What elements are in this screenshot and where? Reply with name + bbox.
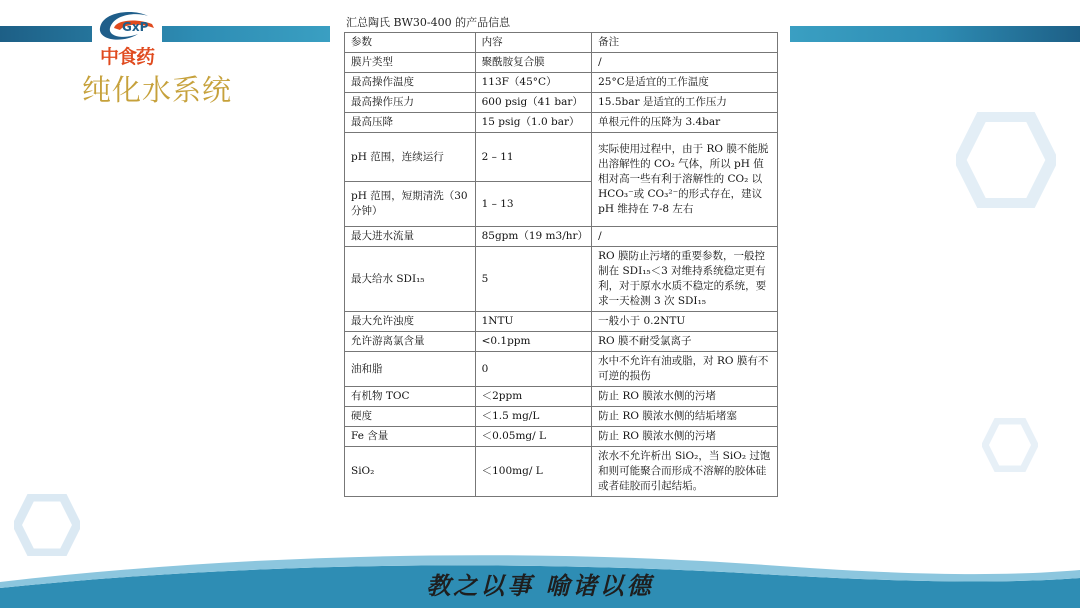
- table-row: [345, 247, 778, 312]
- table-cell: 防止 RO 膜浓水侧的污堵: [592, 427, 778, 447]
- product-spec-table: [344, 32, 778, 497]
- table-cell: 600 psig（41 bar）: [475, 93, 592, 113]
- table-row: [345, 352, 778, 387]
- table-cell: ＜100mg/ L: [475, 447, 592, 497]
- table-cell: 一般小于 0.2NTU: [592, 312, 778, 332]
- table-header-row: [345, 33, 778, 53]
- slide-motto: 教之以事 喻诸以德: [426, 571, 654, 600]
- table-cell: 2 – 11: [475, 133, 592, 182]
- table-caption: 汇总陶氏 BW30-400 的产品信息: [346, 16, 511, 29]
- table-cell: 113F（45°C）: [475, 73, 592, 93]
- table-cell: 1NTU: [475, 312, 592, 332]
- table-row: [345, 53, 778, 73]
- table-cell: 15.5bar 是适宜的工作压力: [592, 93, 778, 113]
- table-cell: 硬度: [345, 407, 476, 427]
- table-row: [345, 427, 778, 447]
- table-row: [345, 312, 778, 332]
- hexagon-decoration-icon: [956, 112, 1056, 208]
- table-cell: 实际使用过程中，由于 RO 膜不能脱出溶解性的 CO₂ 气体，所以 pH 值相对高一些有利于溶解性的 CO₂ 以 HCO₃⁻或 CO₃²⁻的形式存在，建议 pH 维持在 7-8 左右: [592, 133, 778, 227]
- table-cell: 15 psig（1.0 bar）: [475, 113, 592, 133]
- table-cell: SiO₂: [345, 447, 476, 497]
- table-cell: 25°C是适宜的工作温度: [592, 73, 778, 93]
- header-bar-left: [0, 26, 330, 42]
- table-cell: pH 范围，连续运行: [345, 133, 476, 182]
- header-bar-right: [790, 26, 1080, 42]
- table-cell: 最高操作压力: [345, 93, 476, 113]
- table-cell: 油和脂: [345, 352, 476, 387]
- table-cell: 1 – 13: [475, 182, 592, 227]
- table-cell: ＜2ppm: [475, 387, 592, 407]
- table-cell: /: [592, 227, 778, 247]
- slide-title: 纯化水系统: [82, 73, 233, 107]
- table-cell: 浓水不允许析出 SiO₂，当 SiO₂ 过饱和则可能聚合而形成不溶解的胶体硅或者硅胶而引起结垢。: [592, 447, 778, 497]
- hexagon-decoration-left-icon: [14, 494, 80, 556]
- table-row: [345, 407, 778, 427]
- table-cell: RO 膜不耐受氯离子: [592, 332, 778, 352]
- table-row: [345, 113, 778, 133]
- table-cell: ＜0.05mg/ L: [475, 427, 592, 447]
- table-cell: 最高压降: [345, 113, 476, 133]
- table-cell: 0: [475, 352, 592, 387]
- table-row: [345, 387, 778, 407]
- table-cell: <0.1ppm: [475, 332, 592, 352]
- table-row: [345, 93, 778, 113]
- table-cell: 85gpm（19 m3/hr）: [475, 227, 592, 247]
- company-logo: [92, 6, 162, 66]
- table-row: [345, 73, 778, 93]
- header-cell: 备注: [592, 33, 778, 53]
- logo-gxp-text: GxP: [122, 20, 149, 34]
- table-row: [345, 133, 778, 182]
- table-cell: 单根元件的压降为 3.4bar: [592, 113, 778, 133]
- table-cell: 防止 RO 膜浓水侧的结垢堵塞: [592, 407, 778, 427]
- table-row: [345, 447, 778, 497]
- table-row: [345, 227, 778, 247]
- table-cell: 有机物 TOC: [345, 387, 476, 407]
- table-cell: Fe 含量: [345, 427, 476, 447]
- table-cell: 最高操作温度: [345, 73, 476, 93]
- table-cell: 水中不允许有油或脂，对 RO 膜有不可逆的损伤: [592, 352, 778, 387]
- table-cell: 防止 RO 膜浓水侧的污堵: [592, 387, 778, 407]
- table-cell: 最大进水流量: [345, 227, 476, 247]
- table-cell: ＜1.5 mg/L: [475, 407, 592, 427]
- header-cell: 参数: [345, 33, 476, 53]
- table-cell: 聚酰胺复合膜: [475, 53, 592, 73]
- table-cell: 膜片类型: [345, 53, 476, 73]
- table-cell: RO 膜防止污堵的重要参数，一般控制在 SDI₁₅＜3 对维持系统稳定更有利，对于原水水质不稳定的系统，要求一天检测 3 次 SDI₁₅: [592, 247, 778, 312]
- header-cell: 内容: [475, 33, 592, 53]
- table-cell: 最大允许浊度: [345, 312, 476, 332]
- table-cell: 5: [475, 247, 592, 312]
- table-cell: 允许游离氯含量: [345, 332, 476, 352]
- table-cell: /: [592, 53, 778, 73]
- hexagon-decoration-small-icon: [982, 418, 1038, 472]
- logo-name-text: 中食药: [99, 46, 154, 68]
- table-cell: pH 范围，短期清洗（30 分钟）: [345, 182, 476, 227]
- table-cell: 最大给水 SDI₁₅: [345, 247, 476, 312]
- table-row: [345, 332, 778, 352]
